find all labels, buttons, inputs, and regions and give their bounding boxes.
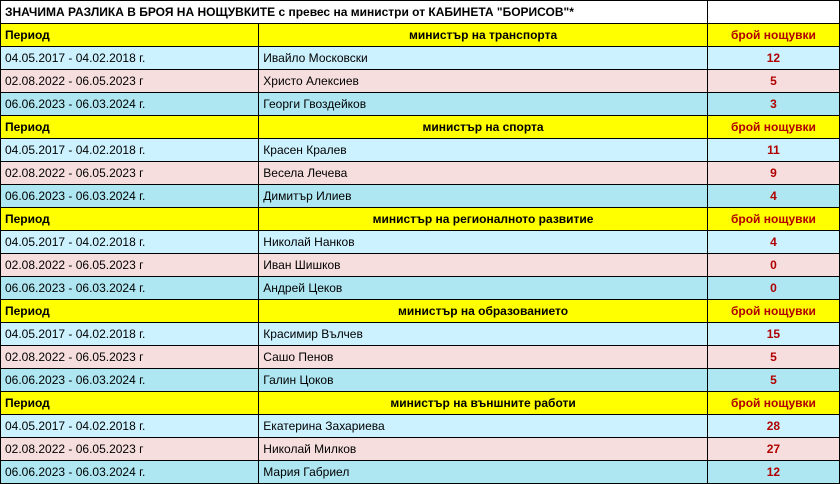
cell-nights-count: 27 bbox=[707, 438, 839, 461]
cell-nights-count: 4 bbox=[707, 185, 839, 208]
section-header-row bbox=[1, 392, 840, 415]
page-title: ЗНАЧИМА РАЗЛИКА В БРОЯ НА НОЩУВКИТЕ с превес на министри от КАБИНЕТА "БОРИСОВ"* bbox=[1, 1, 708, 24]
cell-minister-name: Димитър Илиев bbox=[259, 185, 708, 208]
cell-nights-count: 11 bbox=[707, 139, 839, 162]
table-row bbox=[1, 277, 840, 300]
cell-period: 04.05.2017 - 04.02.2018 г. bbox=[1, 323, 259, 346]
cell-minister-name: Мария Габриел bbox=[259, 461, 708, 484]
column-header-count: брой нощувки bbox=[707, 116, 839, 139]
table-row bbox=[1, 438, 840, 461]
column-header-count: брой нощувки bbox=[707, 208, 839, 231]
cell-nights-count: 4 bbox=[707, 231, 839, 254]
cell-minister-name: Николай Нанков bbox=[259, 231, 708, 254]
cell-period: 02.08.2022 - 06.05.2023 г bbox=[1, 70, 259, 93]
column-header-count: брой нощувки bbox=[707, 24, 839, 47]
cell-minister-name: Галин Цоков bbox=[259, 369, 708, 392]
title-blank-cell bbox=[707, 1, 839, 24]
cell-nights-count: 15 bbox=[707, 323, 839, 346]
cell-nights-count: 0 bbox=[707, 277, 839, 300]
cell-nights-count: 28 bbox=[707, 415, 839, 438]
cell-minister-name: Красен Кралев bbox=[259, 139, 708, 162]
table-row bbox=[1, 162, 840, 185]
table-row bbox=[1, 369, 840, 392]
section-title: министър на спорта bbox=[259, 116, 708, 139]
table-row bbox=[1, 254, 840, 277]
cell-period: 06.06.2023 - 06.03.2024 г. bbox=[1, 277, 259, 300]
cell-period: 06.06.2023 - 06.03.2024 г. bbox=[1, 461, 259, 484]
cell-nights-count: 5 bbox=[707, 346, 839, 369]
section-title: министър на външните работи bbox=[259, 392, 708, 415]
section-title: министър на транспорта bbox=[259, 24, 708, 47]
table-row bbox=[1, 70, 840, 93]
cell-minister-name: Весела Лечева bbox=[259, 162, 708, 185]
cell-period: 02.08.2022 - 06.05.2023 г bbox=[1, 346, 259, 369]
cell-period: 04.05.2017 - 04.02.2018 г. bbox=[1, 231, 259, 254]
cell-minister-name: Андрей Цеков bbox=[259, 277, 708, 300]
cell-nights-count: 12 bbox=[707, 461, 839, 484]
cell-minister-name: Красимир Вълчев bbox=[259, 323, 708, 346]
table-row bbox=[1, 139, 840, 162]
section-header-row bbox=[1, 116, 840, 139]
table-row bbox=[1, 185, 840, 208]
section-header-row bbox=[1, 208, 840, 231]
cell-minister-name: Екатерина Захариева bbox=[259, 415, 708, 438]
table-row bbox=[1, 93, 840, 116]
cell-period: 04.05.2017 - 04.02.2018 г. bbox=[1, 415, 259, 438]
table-row bbox=[1, 47, 840, 70]
column-header-period: Период bbox=[1, 300, 259, 323]
cell-period: 06.06.2023 - 06.03.2024 г. bbox=[1, 369, 259, 392]
table-row bbox=[1, 346, 840, 369]
cell-period: 04.05.2017 - 04.02.2018 г. bbox=[1, 47, 259, 70]
section-header-row bbox=[1, 300, 840, 323]
cell-period: 02.08.2022 - 06.05.2023 г bbox=[1, 438, 259, 461]
cell-period: 02.08.2022 - 06.05.2023 г bbox=[1, 254, 259, 277]
section-title: министър на регионалното развитие bbox=[259, 208, 708, 231]
cell-period: 02.08.2022 - 06.05.2023 г bbox=[1, 162, 259, 185]
cell-period: 04.05.2017 - 04.02.2018 г. bbox=[1, 139, 259, 162]
cell-nights-count: 0 bbox=[707, 254, 839, 277]
cell-minister-name: Ивайло Московски bbox=[259, 47, 708, 70]
table-row bbox=[1, 415, 840, 438]
column-header-period: Период bbox=[1, 392, 259, 415]
column-header-period: Период bbox=[1, 24, 259, 47]
cell-minister-name: Иван Шишков bbox=[259, 254, 708, 277]
table-row bbox=[1, 461, 840, 484]
column-header-period: Период bbox=[1, 208, 259, 231]
section-title: министър на образованието bbox=[259, 300, 708, 323]
cell-nights-count: 9 bbox=[707, 162, 839, 185]
table-row bbox=[1, 231, 840, 254]
cell-minister-name: Христо Алексиев bbox=[259, 70, 708, 93]
column-header-count: брой нощувки bbox=[707, 392, 839, 415]
cell-minister-name: Николай Милков bbox=[259, 438, 708, 461]
cell-period: 06.06.2023 - 06.03.2024 г. bbox=[1, 93, 259, 116]
column-header-count: брой нощувки bbox=[707, 300, 839, 323]
cell-minister-name: Георги Гвоздейков bbox=[259, 93, 708, 116]
cell-minister-name: Сашо Пенов bbox=[259, 346, 708, 369]
cell-nights-count: 5 bbox=[707, 70, 839, 93]
table-body bbox=[1, 1, 840, 484]
section-header-row bbox=[1, 24, 840, 47]
cell-nights-count: 12 bbox=[707, 47, 839, 70]
cell-nights-count: 5 bbox=[707, 369, 839, 392]
cell-nights-count: 3 bbox=[707, 93, 839, 116]
cell-period: 06.06.2023 - 06.03.2024 г. bbox=[1, 185, 259, 208]
column-header-period: Период bbox=[1, 116, 259, 139]
table-row bbox=[1, 323, 840, 346]
table-title-row bbox=[1, 1, 840, 24]
